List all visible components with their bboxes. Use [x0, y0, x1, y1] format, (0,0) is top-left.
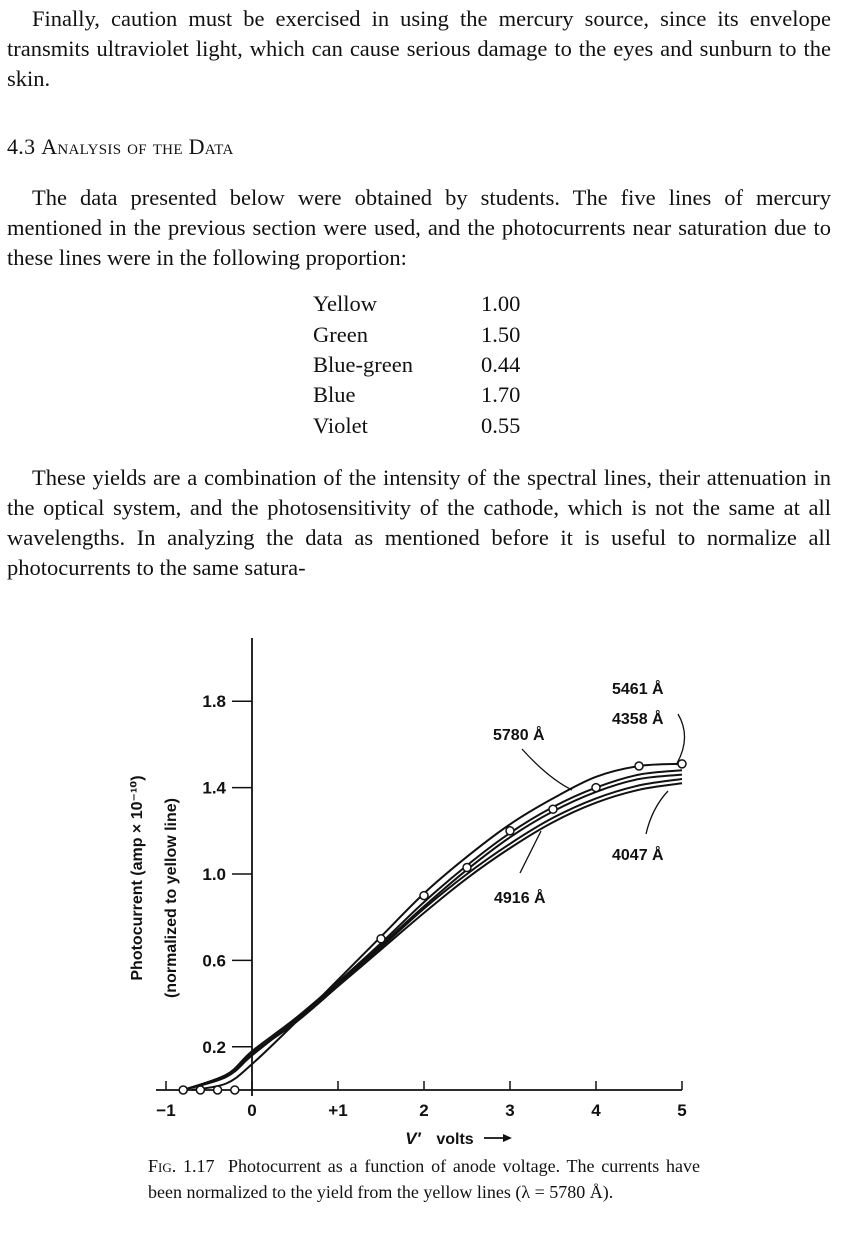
line-yield: 0.55	[481, 412, 521, 438]
paragraph-caution: Finally, caution must be exercised in using the mercury source, since its envelope transmits ultraviolet light, which can cause serious damage to the eyes and sunburn to the skin.	[7, 6, 831, 91]
data-point	[635, 762, 643, 770]
curve-label-4358: 4358 Å	[612, 711, 664, 728]
data-point	[231, 1086, 239, 1094]
yield-row	[313, 411, 520, 441]
figure-photocurrent	[0, 628, 846, 1148]
section-title: Analysis of the Data	[41, 134, 234, 159]
data-point	[214, 1086, 222, 1094]
leader-line-4358	[676, 714, 685, 765]
x-tick-label: −1	[156, 1101, 176, 1120]
figure-label: Fig. 1.17	[148, 1156, 215, 1176]
caption-text: Photocurrent as a function of anode voltage. The currents have been normalized to the yield from the yellow lines (λ = 5780 Å).	[148, 1156, 700, 1202]
yield-row	[313, 350, 520, 380]
x-axis-label-unit: volts	[436, 1131, 474, 1148]
x-axis-label-symbol: V′	[405, 1129, 421, 1148]
line-yield: 0.44	[481, 351, 521, 377]
curve-label-5461: 5461 Å	[612, 681, 664, 698]
y-tick-label: 1.0	[202, 865, 226, 884]
leader-line-4916	[520, 831, 541, 873]
data-point	[678, 760, 686, 768]
data-point	[420, 892, 428, 900]
line-name: Blue	[313, 382, 356, 408]
yield-row	[313, 289, 520, 319]
y-axis-label: Photocurrent (amp × 10⁻¹⁰)	[129, 775, 146, 981]
y-tick-label: 1.8	[202, 692, 226, 712]
section-number: 4.3	[7, 134, 36, 159]
x-tick-label: +1	[328, 1101, 348, 1120]
data-point	[377, 935, 385, 943]
curve-4916	[183, 779, 682, 1090]
y-axis-label-secondary: (normalized to yellow line)	[163, 797, 180, 999]
line-yield: 1.70	[481, 382, 521, 408]
data-point	[506, 827, 514, 835]
line-name: Yellow	[313, 291, 377, 317]
paragraph-data-intro: The data presented below were obtained by students. The five lines of mercury mentioned in the previous section were used, and the photocurrents near saturation due to these lines were in the following proportion:	[7, 185, 831, 270]
data-point	[463, 864, 471, 872]
curve-4358	[183, 775, 682, 1090]
y-tick-label: 0.2	[202, 1037, 226, 1057]
x-tick-label: 2	[419, 1101, 429, 1120]
x-tick-label: 3	[505, 1101, 515, 1120]
paragraph-yields: These yields are a combination of the intensity of the spectral lines, their attenuation in the optical system, and the photosensitivity of the cathode, which is not the same at all wavelengths. In analyzing the data as mentioned before it is useful to normalize all photocurrents to the same satura-	[7, 465, 831, 580]
yield-row	[313, 380, 520, 410]
x-tick-label: 5	[677, 1101, 687, 1120]
leader-line-4047	[646, 791, 668, 834]
line-name: Blue-green	[313, 351, 413, 377]
curve-4047	[183, 783, 682, 1090]
line-name: Violet	[313, 412, 368, 438]
curve-label-4916: 4916 Å	[494, 890, 546, 907]
figure-caption	[148, 1153, 700, 1205]
data-point	[592, 784, 600, 792]
yield-row	[313, 319, 520, 349]
data-point	[549, 805, 557, 813]
photocurrent-chart	[0, 628, 846, 1148]
section-heading	[7, 134, 234, 160]
y-tick-label: 1.4	[202, 778, 226, 798]
x-axis-arrowhead-icon	[503, 1134, 512, 1142]
data-point	[179, 1086, 187, 1094]
data-point	[196, 1086, 204, 1094]
x-tick-label: 4	[591, 1101, 601, 1120]
yield-table	[313, 289, 520, 441]
x-tick-label: 0	[247, 1101, 257, 1120]
line-name: Green	[313, 321, 368, 347]
curve-label-4047: 4047 Å	[612, 847, 664, 864]
y-tick-label: 0.6	[202, 951, 226, 971]
curve-5461	[183, 770, 682, 1090]
leader-line-5780	[522, 749, 572, 790]
curve-label-5780: 5780 Å	[493, 727, 545, 744]
line-yield: 1.50	[481, 321, 521, 347]
line-yield: 1.00	[481, 291, 521, 317]
